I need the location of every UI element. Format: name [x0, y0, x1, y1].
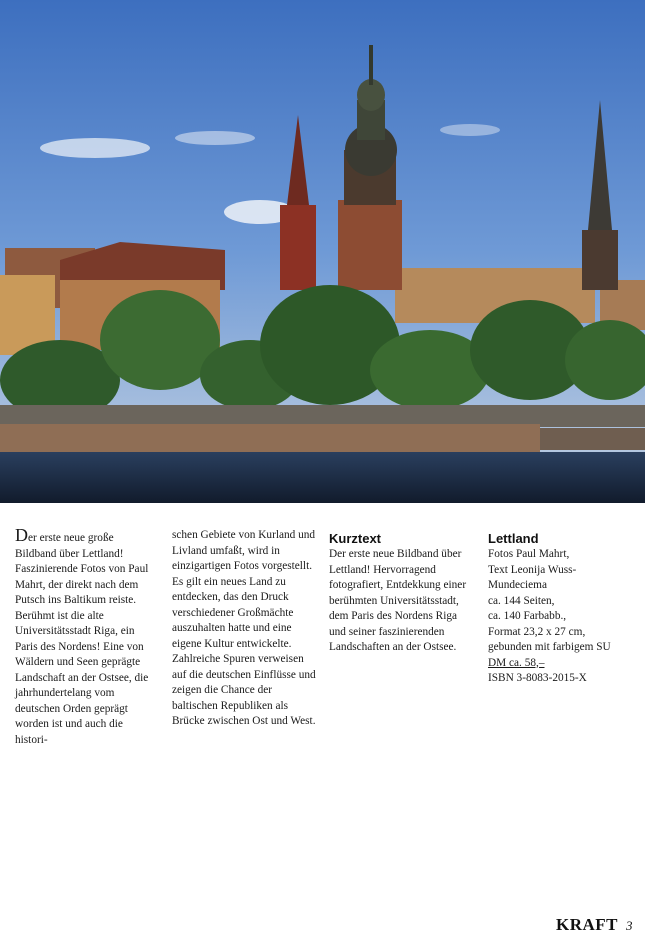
intro-text: er erste neue große Bildband über Lettland! Faszinierende Fotos von Paul Mahrt, der direkt nach dem Putsch ins Baltikum reiste. Berühmt ist die alte Universitätsstadt Riga, ein Paris des Nordens! Eine von Wäldern und Seen geprägte Landschaft an der Ostsee, die jahrhundertelang vom deutschen Orden geprägt worden ist und auch die histori-: [15, 532, 149, 746]
detail-line: Fotos Paul Mahrt,: [488, 548, 570, 560]
detail-line: Text Leonija Wuss-: [488, 563, 577, 576]
book-details-column: [488, 531, 638, 687]
intro-column: [15, 525, 157, 748]
page-number: 3: [626, 918, 633, 933]
detail-line: gebunden mit farbigem SU: [488, 641, 611, 653]
drop-cap: D: [15, 525, 28, 545]
detail-line: Format 23,2 x 27 cm,: [488, 625, 586, 638]
short-text-heading: Kurztext: [329, 531, 382, 546]
isbn-line: ISBN 3-8083-2015-X: [488, 672, 587, 684]
detail-line: ca. 140 Farbabb.,: [488, 610, 567, 622]
short-text-column: [329, 531, 473, 656]
detail-line: Mundeciema: [488, 579, 547, 591]
short-text-body: Der erste neue Bildband über Lettland! Hervorragend fotografiert, Entdekkung einer berühmten Universitätsstadt, dem Paris des Nordens Riga und seiner faszinierenden Landschaften an der Ostsee.: [329, 548, 467, 653]
detail-line: ca. 144 Seiten,: [488, 594, 555, 607]
intro-column-continued: [172, 528, 318, 730]
price-line: DM ca. 58,–: [488, 656, 545, 669]
intro-text-continued: schen Gebiete von Kurland und Livland umfaßt, wird in einzigartigen Fotos vorgestellt. Es gilt ein neues Land zu entdecken, das den Druck verschiedener Großmächte auszuhalten hatte und eine eigene Kultur entwickelte. Zahlreiche Spuren verweisen auf die deutschen Einflüsse und zeigen die Chance der baltischen Republiken als Brücke zwischen Ost und West.: [172, 529, 316, 727]
brand-name: KRAFT: [556, 915, 618, 934]
footer-brand: [556, 915, 633, 935]
book-title-heading: Lettland: [488, 531, 539, 546]
